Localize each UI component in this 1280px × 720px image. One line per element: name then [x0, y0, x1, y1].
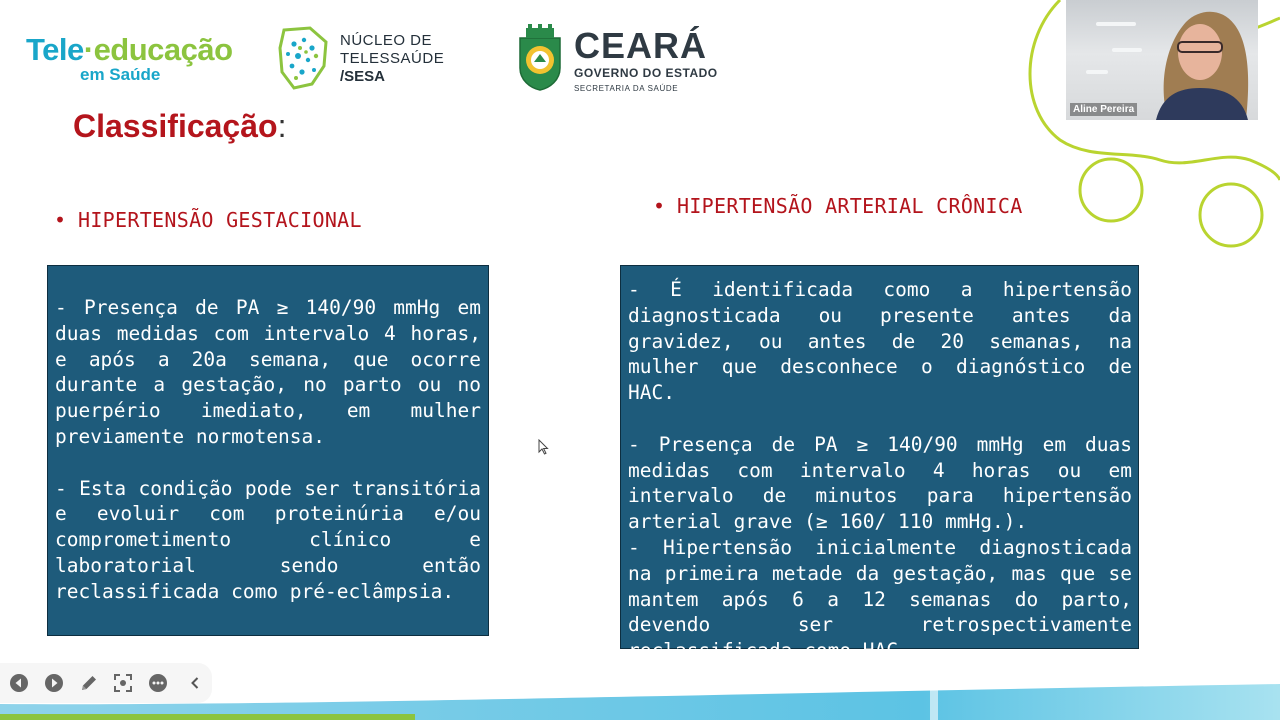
right-content-box: [620, 265, 1139, 663]
bullet-dot-icon: •: [54, 208, 67, 232]
nucleo-logo-line3: /SESA: [340, 68, 386, 85]
next-slide-button[interactable]: [43, 672, 65, 694]
previous-slide-button[interactable]: [8, 672, 30, 694]
participant-silhouette: [1138, 4, 1258, 120]
left-paragraph-2: - Esta condição pode ser transitória e evoluir com proteinúria e/ou comprometimento clínico e laboratorial sendo então reclassificada como pré-eclâmpsia.: [55, 476, 481, 603]
bullet-dot-icon: •: [653, 194, 666, 218]
left-paragraph-1: - Presença de PA ≥ 140/90 mmHg em duas medidas com intervalo 4 horas, e após a 20a semana, que ocorre durante a gestação, no parto ou no puerpério imediato, em mulher previamente normotensa.: [55, 296, 481, 448]
logo-text-em-saude: em Saúde: [80, 65, 161, 84]
more-options-button[interactable]: [147, 672, 169, 694]
more-options-icon: [148, 673, 168, 693]
paragraph-spacer: [628, 406, 1132, 432]
logo-text-separator: ·: [83, 32, 94, 67]
previous-slide-icon: [9, 673, 29, 693]
ceara-logo-title: CEARÁ: [574, 25, 708, 66]
left-section-heading: [54, 208, 362, 232]
right-paragraph-3: - Hipertensão inicialmente diagnosticada na primeira metade da gestação, mas que se mantem após 6 a 12 semanas do parto, devendo ser retrospectivamente reclassificada como HAC.: [628, 535, 1132, 663]
logo-text-educacao: educação: [93, 32, 233, 67]
participant-video[interactable]: [1066, 0, 1258, 120]
ceara-governo-logo: [514, 24, 734, 96]
slide-title-text: Classificação: [73, 108, 278, 144]
ceara-logo-secretaria: SECRETARIA DA SAÚDE: [574, 84, 679, 93]
slide-title: [73, 108, 286, 145]
right-paragraph-1: - É identificada como a hipertensão diagnosticada ou presente antes da gravidez, ou antes de 20 semanas, na mulher que desconhece o diagnóstico de HAC.: [628, 278, 1132, 405]
ceiling-light: [1086, 70, 1108, 74]
pen-tool-button[interactable]: [78, 672, 100, 694]
right-heading-text: HIPERTENSÃO ARTERIAL CRÔNICA: [677, 194, 1023, 218]
next-slide-icon: [44, 673, 64, 693]
mouse-cursor-icon: [538, 439, 550, 455]
presentation-toolbar: [0, 663, 212, 703]
participant-name-label: Aline Pereira: [1070, 103, 1137, 116]
nucleo-telessaude-logo: [276, 26, 456, 92]
nucleo-logo-line1: NÚCLEO DE: [340, 32, 433, 49]
left-content-box: [47, 265, 489, 636]
screen-capture-button[interactable]: [112, 672, 134, 694]
nucleo-logo-line2: TELESSAÚDE: [340, 50, 445, 67]
collapse-icon: [185, 673, 205, 693]
left-heading-text: HIPERTENSÃO GESTACIONAL: [78, 208, 362, 232]
pen-icon: [79, 673, 99, 693]
screen-capture-icon: [113, 673, 133, 693]
ceara-logo-subtitle: GOVERNO DO ESTADO: [574, 66, 718, 80]
right-paragraph-2: - Presença de PA ≥ 140/90 mmHg em duas medidas com intervalo 4 horas ou em intervalo de minutos para hipertensão arterial grave (≥ 160/ 110 mmHg.).: [628, 432, 1132, 534]
ceara-map-icon: [276, 26, 332, 90]
slide-title-colon: :: [277, 108, 287, 144]
logo-text-tele: Tele: [26, 32, 84, 67]
ceiling-light: [1096, 22, 1136, 26]
tele-educacao-logo: [26, 34, 233, 83]
right-section-heading: [653, 194, 1023, 218]
ceara-crest-icon: [514, 24, 566, 92]
paragraph-spacer: [55, 450, 481, 476]
collapse-toolbar-button[interactable]: [184, 672, 206, 694]
